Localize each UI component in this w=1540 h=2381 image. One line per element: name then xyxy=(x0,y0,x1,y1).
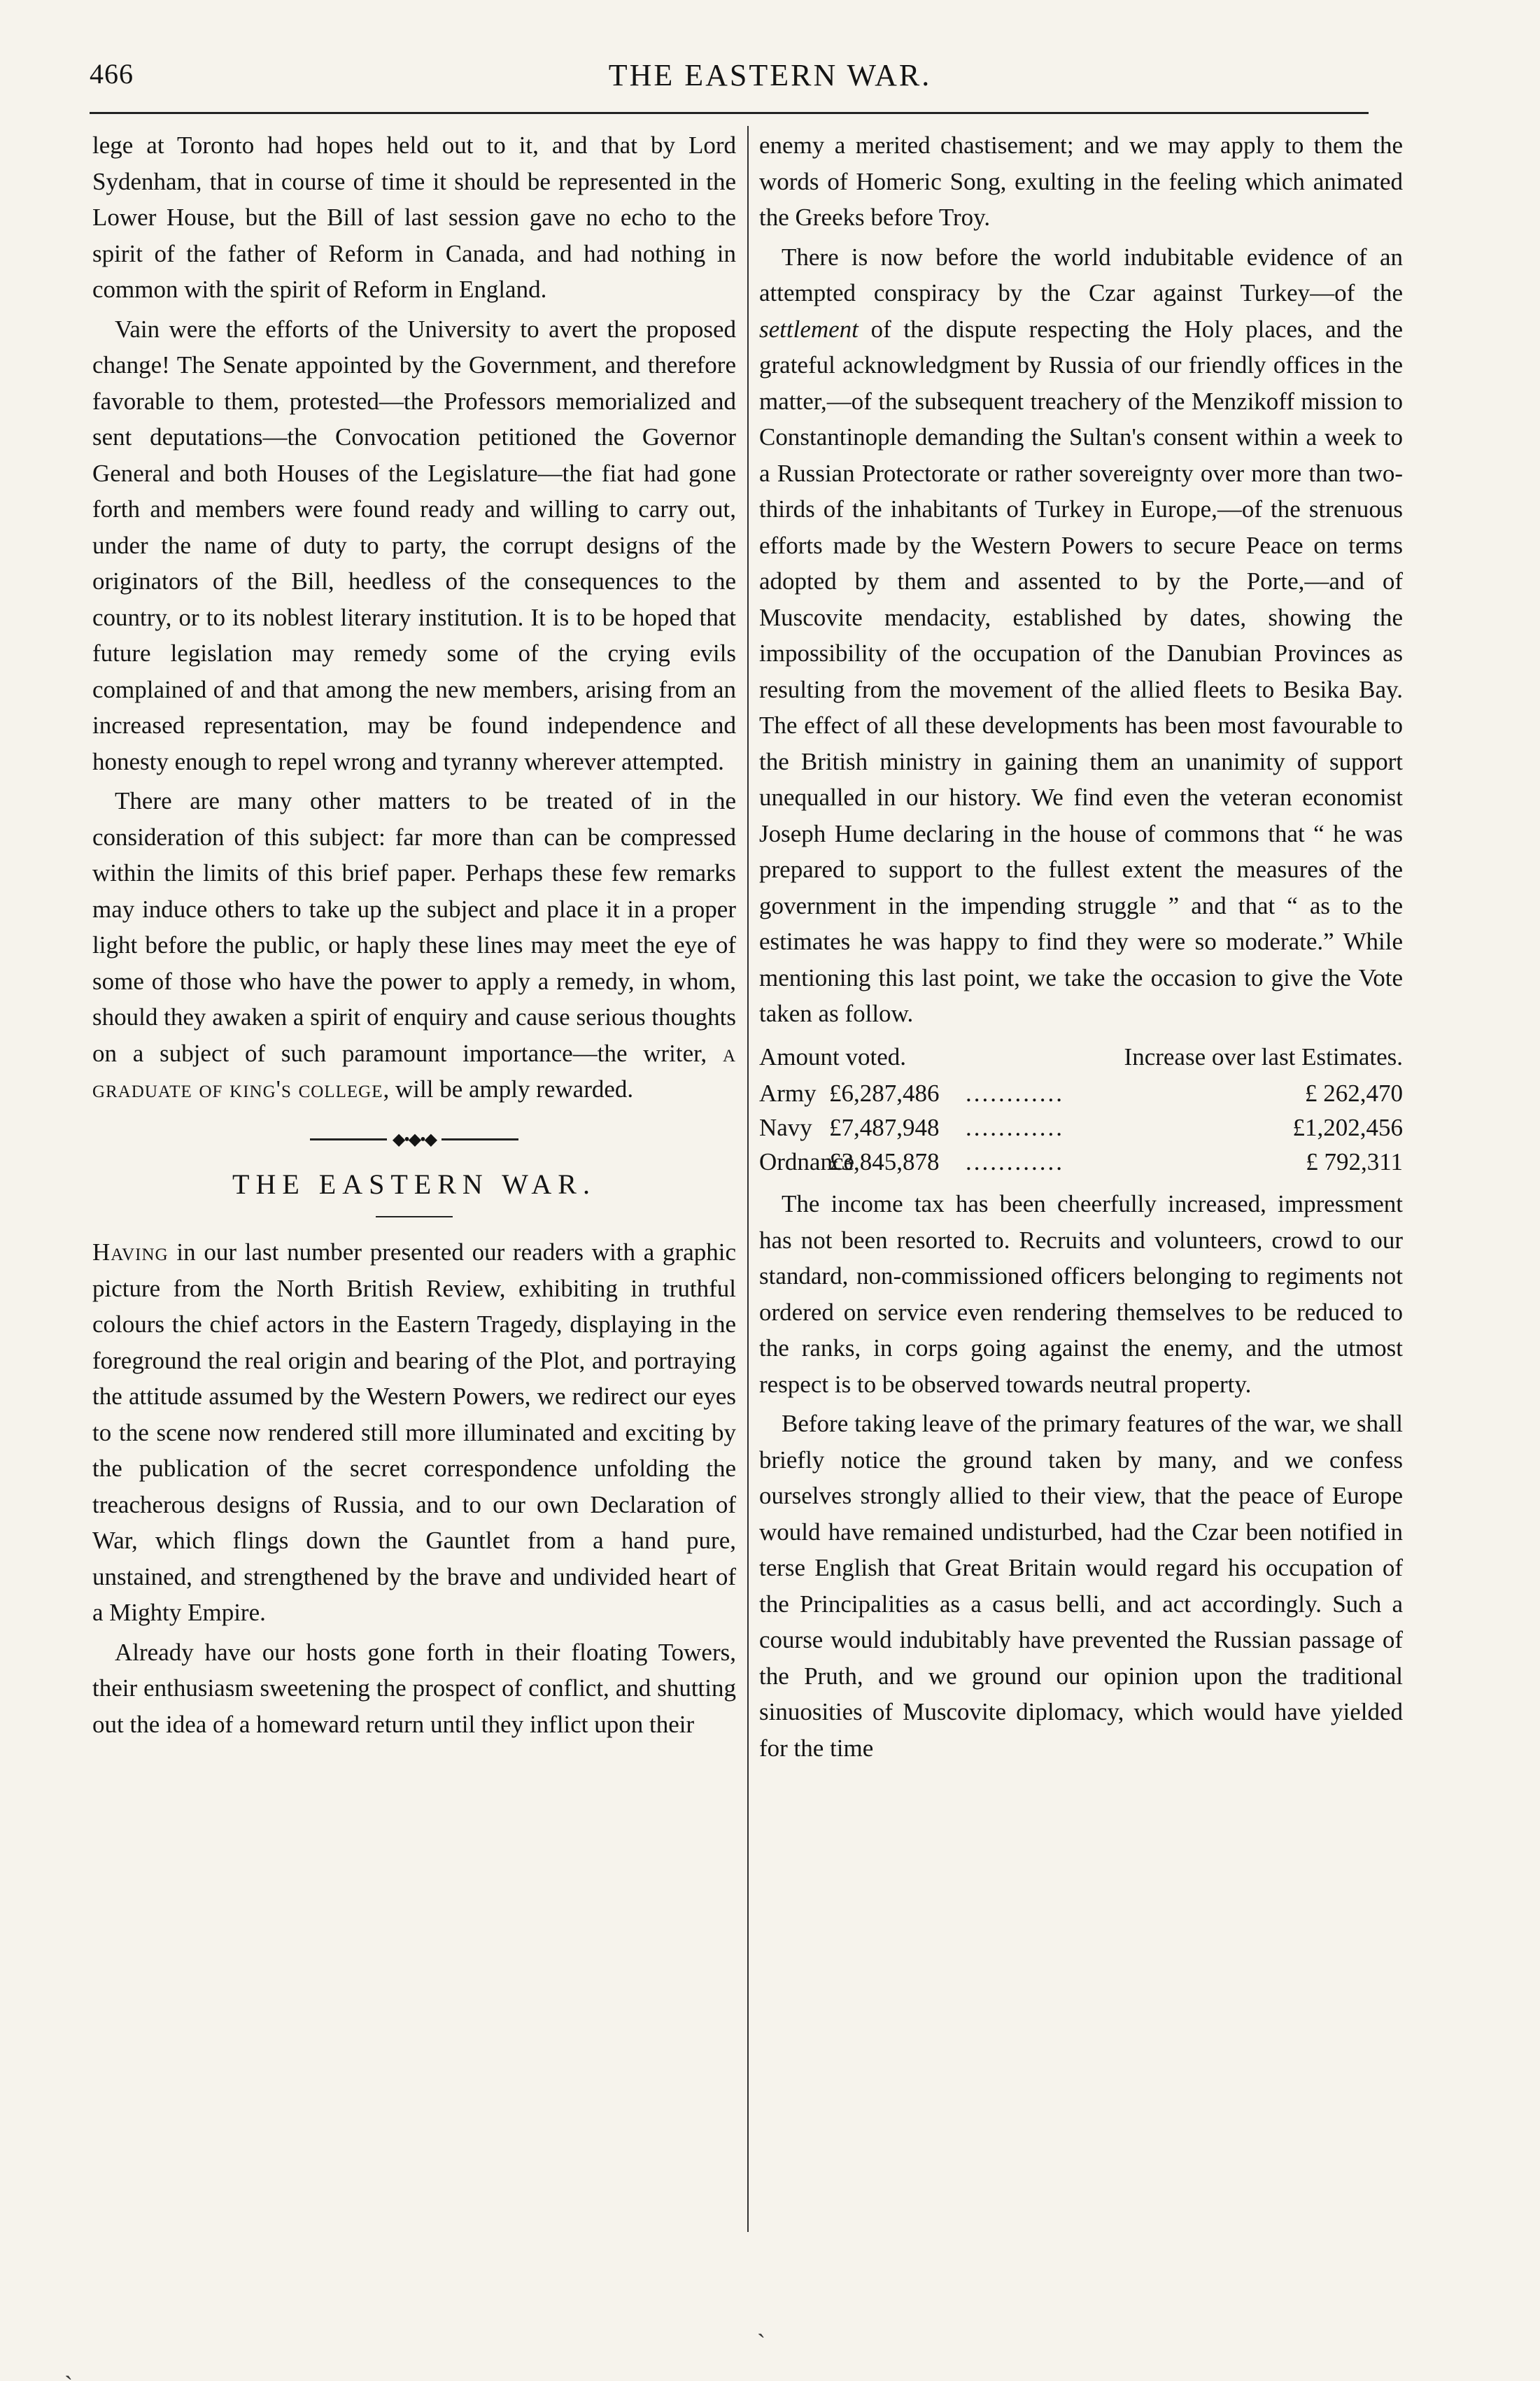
paragraph-university: Vain were the efforts of the University to avert the proposed change! The Senate appointed by the Government, and therefore favorable to them, protested—the Professors memorialized and sent deputations—the Convocation petitioned the Governor General and both Houses of the Legislature—the fiat had gone forth and members were found ready and willing to carry out, under the name of duty to party, the corrupt designs of the originators of the Bill, heedless of the consequences to the country, or to its noblest literary institution. It is to be hoped that future legislation may remedy some of the crying evils complained of and that among the new members, arising from an increased representation, may be found independence and honesty enough to repel wrong and tyranny wherever attempted. xyxy=(92,315,736,775)
paragraph-continued: lege at Toronto had hopes held out to it, and that by Lord Sydenham, that in course of time it should be represented in the Lower House, but the Bill of last session gave no echo to the spirit of the father of Reform in Canada, and had nothing in common with the spirit of Reform in England. xyxy=(92,132,736,303)
stray-ink-mark: ˏ xyxy=(64,2352,73,2380)
estimate-increase: £ 262,470 xyxy=(1305,1080,1403,1107)
running-title: THE EASTERN WAR. xyxy=(608,58,932,92)
author-signature: a graduate of king's college xyxy=(92,1039,737,1103)
opening-word: Having xyxy=(92,1238,169,1266)
estimate-amount: £6,287,486 xyxy=(829,1080,940,1107)
paragraph-income-tax: The income tax has been cheerfully increased, impressment has not been resorted to. Recruits and volunteers, crowd to our standard, non-commissioned officers belonging to regiments not ordered on service even rendering themselves to be reduced to the ranks, in corps going against the enemy, and the utmost respect is to be observed towards neutral property. xyxy=(759,1190,1403,1398)
section-title: THE EASTERN WAR. xyxy=(232,1168,596,1200)
estimates-header-left: Amount voted. xyxy=(759,1043,906,1071)
stray-ink-mark: ˎ xyxy=(757,2310,765,2338)
estimates-header-right: Increase over last Estimates. xyxy=(1124,1043,1403,1071)
estimate-row xyxy=(759,1145,1403,1179)
section-ornament: ◆•◆•◆ xyxy=(92,1131,736,1148)
conclusion-text: There are many other matters to be treated of in the consideration of this subject: far more than can be compressed within the limits of this brief paper. Perhaps these few remarks may induce others to take up the subject and place it in a proper light before the public, or haply these lines may meet the eye of some of those who have the power to apply a remedy, in whom, should they awaken a spirit of enquiry and cause serious thoughts on a subject of such paramount importance—the writer, xyxy=(92,787,736,1067)
paragraph-evidence xyxy=(759,239,1403,1032)
settlement-emphasis: settlement xyxy=(759,315,859,343)
left-column xyxy=(92,127,736,1746)
conclusion-end: , will be amply rewarded. xyxy=(383,1075,634,1103)
estimate-row xyxy=(759,1076,1403,1110)
estimate-category: Navy xyxy=(759,1114,812,1141)
estimate-amount: £3,845,878 xyxy=(829,1148,940,1175)
column-divider xyxy=(747,126,749,2232)
estimate-amount: £7,487,948 xyxy=(829,1114,940,1141)
estimate-category: Ordnance xyxy=(759,1148,855,1175)
estimate-increase: £ 792,311 xyxy=(1306,1148,1403,1175)
estimate-row xyxy=(759,1110,1403,1145)
paragraph-opening xyxy=(92,1234,736,1631)
estimate-leader: ............ xyxy=(966,1114,1064,1141)
right-column xyxy=(759,127,1403,1769)
paragraph-hosts: Already have our hosts gone forth in their floating Towers, their enthusiasm sweetening the prospect of conflict, and shutting out the idea of a homeward return until they inflict upon their xyxy=(92,1638,736,1738)
paragraph-before-taking-leave: Before taking leave of the primary features of the war, we shall briefly notice the ground taken by many, and we confess ourselves strongly allied to their view, that the peace of Europe would have remained undisturbed, had the Czar been notified in terse English that Great Britain would regard his occupation of the Principalities as a casus belli, and act accordingly. Such a course would indubitably have prevented the Russian passage of the Pruth, and we ground our opinion upon the traditional sinuosities of Muscovite diplomacy, which would have yielded for the time xyxy=(759,1410,1403,1762)
estimates-header xyxy=(759,1039,1403,1075)
evidence-text-b: of the dispute respecting the Holy places, and the grateful acknowledgment by Russia of our friendly offices in the matter,—of the subsequent treachery of the Menzikoff mission to Constantinople demanding the Sultan's consent within a week to a Russian Protectorate or rather sovereignty over more than two-thirds of the inhabitants of Turkey in Europe,—of the strenuous efforts made by the Western Powers to secure Peace on terms adopted by them and assented to by the Porte,—and of Muscovite mendacity, established by dates, showing the impossibility of the occupation of the Danubian Provinces as resulting from the movement of the allied fleets to Besika Bay. The effect of all these developments has been most favourable to the British ministry in gaining them an unanimity of support unequalled in our history. We find even the veteran economist Joseph Hume declaring in the house of commons that “ he was prepared to support to the fullest extent the measures of the government in the impending struggle ” and that “ as to the estimates he was happy to find they were so moderate.” While mentioning this last point, we take the occasion to give the Vote taken as follow. xyxy=(759,315,1403,1027)
paragraph-chastisement: enemy a merited chastisement; and we may apply to them the words of Homeric Song, exulting in the feeling which animated the Greeks before Troy. xyxy=(759,132,1403,231)
estimate-category: Army xyxy=(759,1080,817,1107)
estimate-leader: ............ xyxy=(966,1148,1064,1175)
paragraph-conclusion xyxy=(92,783,736,1108)
section-title-rule xyxy=(376,1216,453,1217)
opening-text: in our last number presented our readers with a graphic picture from the North British Review, exhibiting in truthful colours the chief actors in the Eastern Tragedy, displaying in the foreground the real origin and bearing of the Plot, and portraying the attitude assumed by the Western Powers, we redirect our eyes to the scene now rendered still more illuminated and exciting by the publication of the secret correspondence unfolding the treacherous designs of Russia, and to our own Declaration of War, which flings down the Gauntlet from a hand pure, unstained, and strengthened by the brave and undivided heart of a Mighty Empire. xyxy=(92,1238,736,1626)
header-rule xyxy=(90,112,1369,114)
estimate-leader: ............ xyxy=(966,1080,1064,1107)
estimates-table xyxy=(759,1076,1403,1179)
estimate-increase: £1,202,456 xyxy=(1292,1114,1403,1141)
page-number: 466 xyxy=(90,58,134,90)
evidence-text-a: There is now before the world indubitable evidence of an attempted conspiracy by the Czar against Turkey—of the xyxy=(759,243,1403,306)
